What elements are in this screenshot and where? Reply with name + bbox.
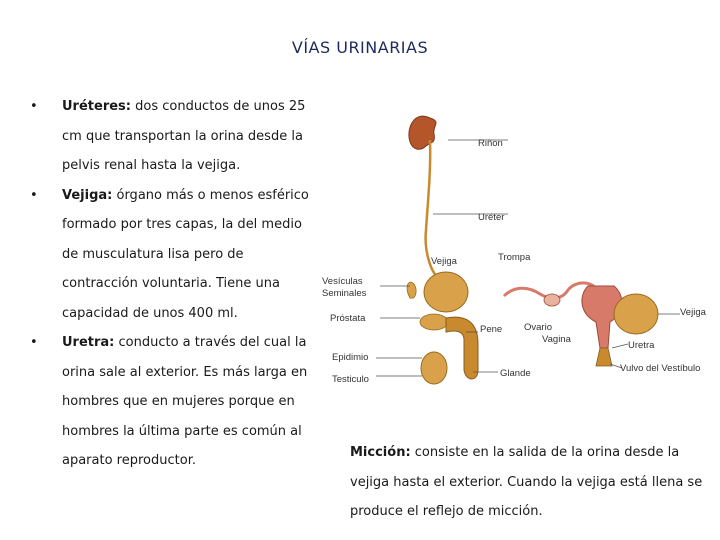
bullet-term: Uréteres: <box>62 99 131 114</box>
label-pene: Pene <box>480 324 503 335</box>
ovary-illustration <box>544 294 560 306</box>
kidney-illustration <box>409 116 436 149</box>
page-title: VÍAS URINARIAS <box>291 38 429 57</box>
bullet-uretra <box>30 328 315 476</box>
bullet-term: Vejiga: <box>62 187 113 203</box>
prostate-illustration <box>420 314 448 330</box>
label-vulvo: Vulvo del Vestíbulo <box>620 363 701 374</box>
label-vesiculas-1: Vesículas <box>322 276 363 287</box>
bullet-dot: • <box>30 187 38 203</box>
label-uretra: Uretra <box>628 340 655 351</box>
label-epididimo: Epidimio <box>332 352 369 363</box>
bullet-text: órgano más o menos esférico formado por tres capas, la del medio de musculatura lisa pero de contracción voluntaria. Tiene una capacidad de unos 400 ml. <box>62 187 309 321</box>
bullet-list <box>30 92 315 476</box>
label-ureter: Uréter <box>478 212 505 223</box>
label-ovario: Ovario <box>524 322 552 333</box>
bullet-dot: • <box>30 99 38 114</box>
bullet-term: Uretra: <box>62 335 115 350</box>
bladder-male-illustration <box>424 272 468 312</box>
bullet-text: conducto a través del cual la orina sale al exterior. Es más larga en hombres que en mujeres porque en hombres la última parte es común al aparato reproductor. <box>62 335 308 468</box>
testicle-illustration <box>421 352 447 384</box>
bullet-ureteres <box>30 92 315 181</box>
label-testiculo: Testiculo <box>332 374 369 385</box>
urinary-system-diagram <box>318 100 720 400</box>
label-glande: Glande <box>500 368 531 379</box>
label-vesiculas-2: Seminales <box>322 288 367 299</box>
label-prostata: Próstata <box>330 313 366 324</box>
bullet-text: dos conductos de unos 25 cm que transportan la orina desde la pelvis renal hasta la vejiga. <box>62 99 306 173</box>
bladder-female-illustration <box>614 294 658 334</box>
label-vagina: Vagina <box>542 334 571 345</box>
label-rinon: Riñon <box>478 138 503 149</box>
miccion-text: consiste en la salida de la orina desde la vejiga hasta el exterior. Cuando la vejiga está llena se produce el reflejo de micción. <box>350 445 703 519</box>
bullet-vejiga <box>30 181 315 329</box>
label-vejiga-male: Vejiga <box>431 256 457 267</box>
vagina-illustration <box>596 348 612 366</box>
label-vejiga-female: Vejiga <box>680 307 706 318</box>
label-trompa: Trompa <box>498 252 531 263</box>
miccion-term: Micción: <box>350 445 411 460</box>
bullet-dot: • <box>30 335 38 350</box>
penis-illustration <box>446 317 478 379</box>
miccion-paragraph <box>350 438 710 527</box>
seminal-vesicles-illustration <box>407 282 416 298</box>
